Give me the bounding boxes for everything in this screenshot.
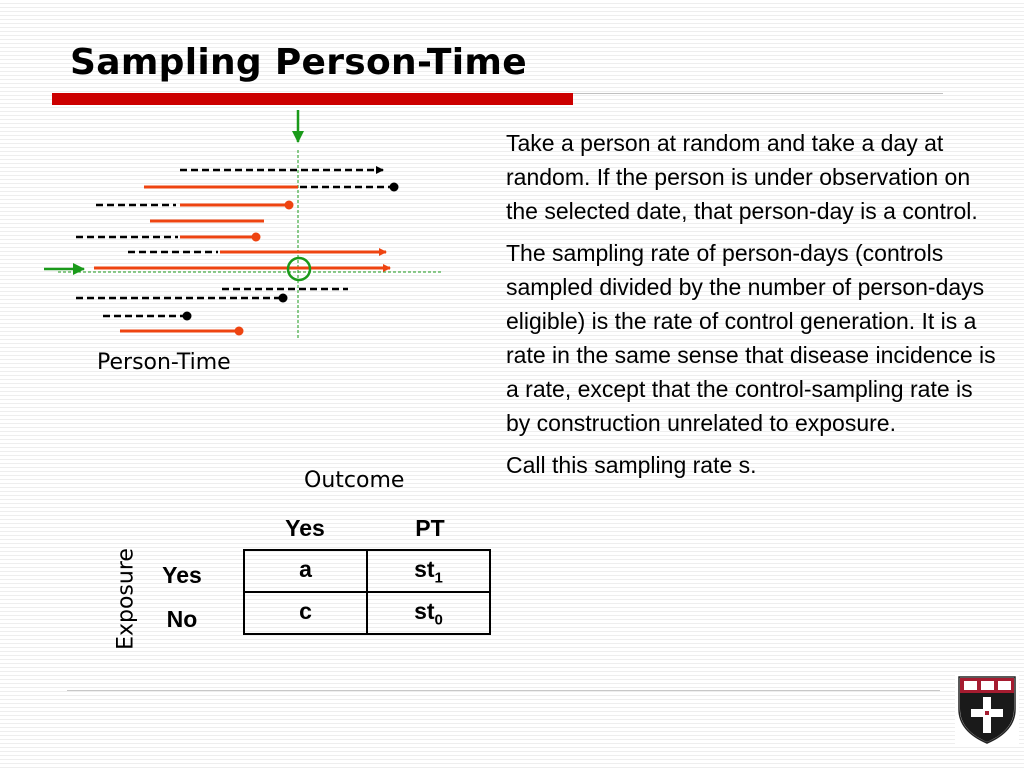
harvard-shield-logo-icon	[955, 673, 1019, 745]
cell-st1: $st_1$	[367, 550, 490, 592]
person-time-caption: Person-Time	[97, 350, 231, 375]
outcome-label: Outcome	[304, 468, 405, 493]
col-header-yes: Yes	[285, 515, 325, 541]
row-label-no: No	[166, 606, 198, 632]
exposure-label: Exposure	[113, 548, 139, 650]
timeline-11-end-dot	[235, 327, 244, 336]
row-label-yes: Yes	[162, 562, 202, 588]
col-header-pt: PT	[415, 515, 445, 541]
page-title: Sampling Person-Time	[70, 42, 527, 83]
timeline-3-end-dot	[285, 201, 294, 210]
paragraph-1: Take a person at random and take a day at random. If the person is under observation on the selected date, that person-day is a control.	[506, 130, 978, 224]
explanation-text	[506, 126, 996, 490]
footer-rule-line	[67, 690, 940, 691]
paragraph-2: The sampling rate of person-days (controls sampled divided by the number of person-days eligible) is the rate of control generation. It is a rate in the same sense that disease incidence is a rate, except that the control-sampling rate is by construction unrelated to exposure.	[506, 240, 996, 436]
title-rule-line	[573, 93, 943, 94]
paragraph-3: Call this sampling rate s.	[506, 452, 757, 478]
timeline-10-end-dot	[183, 312, 192, 321]
cell-st0: $st_0$	[367, 592, 490, 634]
timeline-2-end-dot	[390, 183, 399, 192]
cell-c: c	[244, 592, 367, 634]
cell-a: a	[244, 550, 367, 592]
timeline-5-end-dot	[252, 233, 261, 242]
two-by-two-table	[243, 549, 491, 635]
table-row	[244, 592, 490, 634]
person-time-diagram	[0, 100, 460, 350]
timeline-9-end-dot	[279, 294, 288, 303]
table-row	[244, 550, 490, 592]
